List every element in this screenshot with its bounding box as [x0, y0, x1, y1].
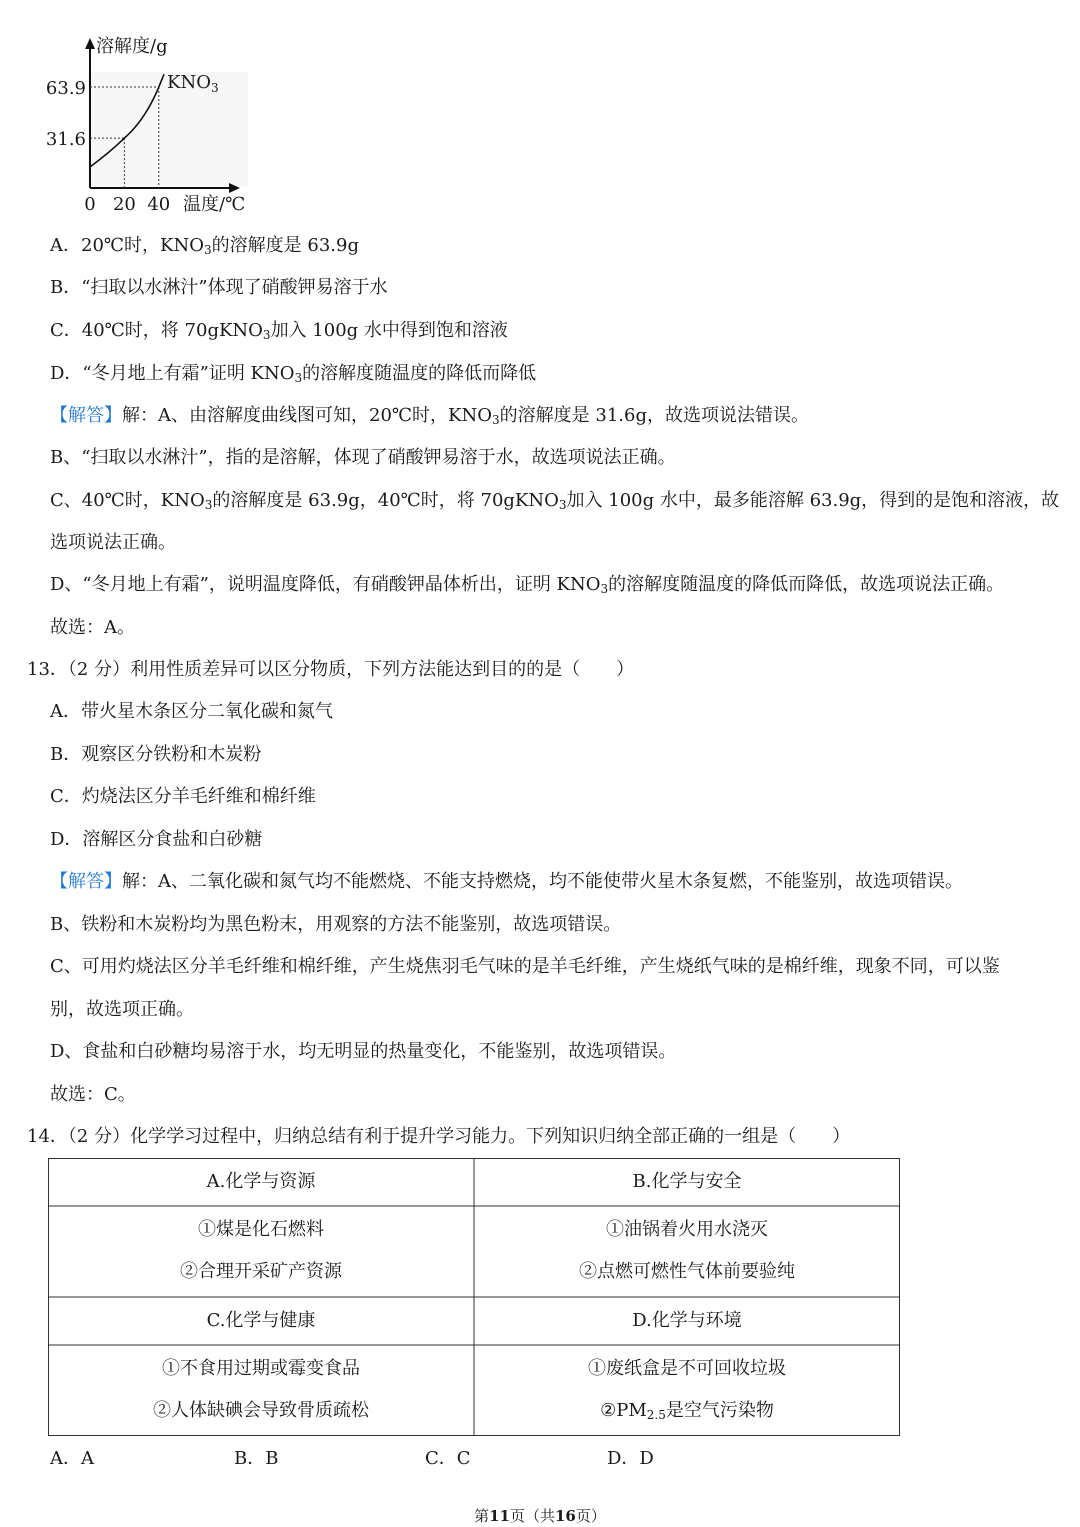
series-label-subscript: 3 [210, 81, 219, 95]
q12-answer-text: 解：A、由溶解度曲线图可知，20℃时，KNO [122, 405, 492, 426]
answer-tag: 【解答】 [50, 405, 122, 426]
table-a-item-1 [48, 1218, 474, 1242]
circled-number: ② [180, 1261, 198, 1282]
q12-answer-text: 加入 100g 水中，最多能溶解 63.9g，得到的是饱和溶液，故 [566, 490, 1060, 511]
q12-answer-text: 的溶解度是 31.6g，故选项说法错误。 [499, 405, 809, 426]
q12-answer-line-1 [50, 404, 809, 428]
page-footer [0, 1505, 1080, 1526]
q12-option-d-text: D．“冬月地上有霜”证明 KNO [50, 363, 295, 384]
q12-option-a [50, 234, 359, 258]
q14-option-d: D．D [607, 1448, 654, 1469]
x-axis-label: 温度/℃ [183, 194, 246, 215]
answer-tag: 【解答】 [50, 871, 122, 892]
subscript: 3 [558, 498, 567, 512]
q13-answer-line-2: B、铁粉和木炭粉均为黑色粉末，用观察的方法不能鉴别，故选项错误。 [50, 914, 622, 935]
current-page-number: 11 [489, 1507, 510, 1525]
subscript: 3 [262, 328, 271, 342]
q14-option-c: C．C [425, 1448, 471, 1469]
table-b-item-2 [474, 1260, 900, 1284]
q13-option-a: A．带火星木条区分二氧化碳和氮气 [50, 701, 333, 722]
x-tick-label: 40 [147, 194, 171, 215]
q13-option-c: C．灼烧法区分羊毛纤维和棉纤维 [50, 786, 316, 807]
q12-answer-text: D、“冬月地上有霜”，说明温度降低，有硝酸钾晶体析出，证明 KNO [50, 574, 601, 595]
circled-number: ② [153, 1400, 171, 1421]
q12-option-c-text2: 加入 100g 水中得到饱和溶液 [270, 320, 508, 341]
circled-number: ② [600, 1400, 617, 1421]
y-axis-label: 溶解度/g [96, 36, 168, 57]
series-label [167, 72, 219, 95]
q12-answer-text: 的溶解度是 63.9g，40℃时，将 70gKNO [212, 490, 559, 511]
q12-option-c [50, 319, 508, 343]
q12-option-c-text: C．40℃时，将 70gKNO [50, 320, 263, 341]
footer-text: 页（共 [509, 1507, 555, 1525]
q14-option-a: A．A [50, 1448, 94, 1469]
q12-answer-line-5 [50, 573, 1004, 597]
solubility-chart [40, 30, 300, 250]
q13-option-b: B．观察区分铁粉和木炭粉 [50, 744, 262, 765]
q14-option-b: B．B [234, 1448, 279, 1469]
cell-text: 煤是化石燃料 [216, 1219, 324, 1240]
cell-text: 合理开采矿产资源 [198, 1261, 342, 1282]
cell-text: 废纸盒是不可回收垃圾 [606, 1358, 786, 1379]
table-grid [48, 1158, 900, 1436]
circled-number: ① [162, 1358, 180, 1379]
cell-text: 不食用过期或霉变食品 [180, 1358, 360, 1379]
subscript: 3 [294, 371, 303, 385]
cell-text: PM [616, 1400, 647, 1421]
footer-text: 页） [575, 1507, 606, 1525]
table-a-item-2 [48, 1260, 474, 1284]
q12-result: 故选：A。 [50, 617, 135, 638]
q13-answer-line-1 [50, 870, 963, 894]
q13-answer-line-4: 别，故选项正确。 [50, 999, 194, 1020]
y-axis-arrow [85, 38, 95, 49]
table-b-item-1 [474, 1218, 900, 1242]
subscript: 3 [204, 498, 213, 512]
x-tick-label: 0 [84, 194, 96, 215]
q12-answer-text: 的溶解度随温度的降低而降低，故选项说法正确。 [608, 574, 1005, 595]
circled-number: ① [606, 1219, 624, 1240]
q12-option-d [50, 362, 536, 386]
q12-answer-text: C、40℃时，KNO [50, 490, 205, 511]
q12-option-a-text: A．20℃时，KNO [50, 235, 204, 256]
q13-answer-line-3: C、可用灼烧法区分羊毛纤维和棉纤维，产生烧焦羽毛气味的是羊毛纤维，产生烧纸气味的是棉纤维，现象不同，可以鉴 [50, 956, 1000, 977]
q12-answer-line-4: 选项说法正确。 [50, 532, 176, 553]
table-c-item-1 [48, 1357, 474, 1381]
circled-number: ② [579, 1261, 597, 1282]
cell-text: 是空气污染物 [665, 1400, 774, 1421]
cell-text: 油锅着火用水浇灭 [624, 1219, 768, 1240]
table-c-item-2 [48, 1399, 474, 1423]
q12-option-d-text2: 的溶解度随温度的降低而降低 [302, 363, 537, 384]
circled-number: ① [588, 1358, 606, 1379]
table-header-a: A.化学与资源 [206, 1171, 316, 1192]
subscript: 3 [600, 582, 609, 596]
y-tick-label: 31.6 [45, 129, 86, 151]
subscript: 3 [492, 413, 500, 427]
circled-number: ① [198, 1219, 216, 1240]
subscript: 2.5 [646, 1408, 666, 1422]
cell-text: 点燃可燃性气体前要验纯 [597, 1261, 795, 1282]
q13-answer-line-5: D、食盐和白砂糖均易溶于水，均无明显的热量变化，不能鉴别，故选项错误。 [50, 1041, 677, 1062]
total-pages: 16 [555, 1507, 576, 1525]
q12-option-b: B．“扫取以水淋汁”体现了硝酸钾易溶于水 [50, 277, 388, 298]
table-d-item-1 [474, 1357, 900, 1381]
cell-text: 人体缺碘会导致骨质疏松 [171, 1400, 369, 1421]
footer-text: 第 [474, 1507, 490, 1525]
q14-table [48, 1158, 900, 1436]
q13-stem: 13．（2 分）利用性质差异可以区分物质，下列方法能达到目的的是（ ） [27, 659, 635, 680]
table-header-b: B.化学与安全 [632, 1171, 742, 1192]
q13-answer-text: 解：A、二氧化碳和氮气均不能燃烧、不能支持燃烧，均不能使带火星木条复燃，不能鉴别，故选项错误。 [122, 871, 963, 892]
table-header-d: D.化学与环境 [632, 1310, 742, 1331]
x-tick-label: 20 [112, 194, 136, 215]
q12-option-a-text2: 的溶解度是 63.9g [211, 235, 359, 256]
q12-answer-line-3 [50, 489, 1059, 513]
subscript: 3 [204, 243, 212, 257]
table-header-c: C.化学与健康 [206, 1310, 316, 1331]
series-label-text: KNO [167, 72, 211, 93]
q13-option-d: D．溶解区分食盐和白砂糖 [50, 829, 263, 850]
table-d-item-2 [474, 1399, 900, 1423]
y-tick-label: 63.9 [45, 78, 86, 100]
q13-result: 故选：C。 [50, 1084, 136, 1105]
q14-stem: 14．（2 分）化学学习过程中，归纳总结有利于提升学习能力。下列知识归纳全部正确的一组是（ ） [27, 1126, 851, 1147]
q12-answer-line-2: B、“扫取以水淋汁”，指的是溶解，体现了硝酸钾易溶于水，故选项说法正确。 [50, 447, 676, 468]
